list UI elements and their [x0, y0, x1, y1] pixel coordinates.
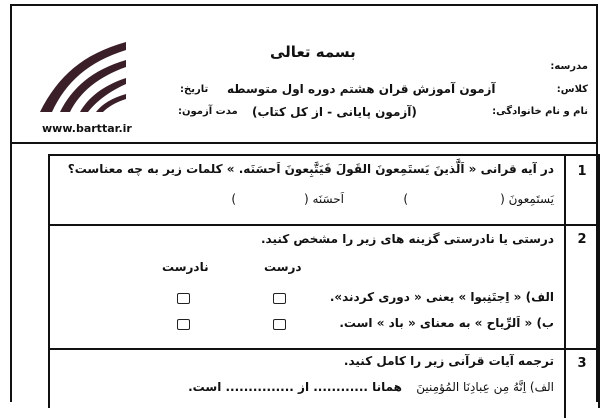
exam-header [12, 6, 596, 144]
duration-label: مدت آزمون: [178, 106, 238, 117]
school-label: مدرسه: [550, 61, 588, 72]
verse-a-translation-blank[interactable]: همانا ............ از ............... است. [188, 380, 402, 394]
question-number: 3 [564, 348, 598, 418]
question-number: 1 [564, 156, 598, 224]
question-2 [50, 224, 598, 350]
column-false: نادرست [162, 260, 209, 274]
bismillah-title: بسمه تعالی [270, 43, 356, 61]
statement-a: الف) « اِجتَنِبوا » یعنی « دوری کردند». [329, 290, 554, 304]
website-url[interactable]: www.barttar.ir [42, 122, 132, 135]
question-3 [50, 348, 598, 418]
barttar-logo [38, 36, 128, 114]
question-text: درستی یا نادرستی گزینه های زیر را مشخص کنید. [260, 232, 554, 246]
questions-area [48, 154, 600, 408]
date-label: تاریخ: [180, 84, 209, 95]
checkbox-b-true[interactable] [273, 319, 286, 330]
word-ahsanah: اَحسَنَه ( [303, 192, 344, 206]
statement-b: ب) « اَلرِّیاح » به معنای « باد » است. [339, 316, 554, 330]
verse-a: الف) اِنَّهُ مِن عِبادِنَا المُؤمِنینَ [416, 380, 554, 394]
class-label: کلاس: [556, 84, 588, 95]
exam-sheet [10, 4, 598, 402]
exam-note: (آزمون پایانی - از کل کتاب) [252, 105, 417, 119]
checkbox-a-true[interactable] [273, 293, 286, 304]
student-name-label: نام و نام خانوادگی: [492, 106, 588, 117]
column-true: درست [264, 260, 302, 274]
checkbox-b-false[interactable] [177, 319, 190, 330]
answer-paren-2: ) [231, 192, 236, 206]
question-text: ترجمه آیات قرآنی زیر را کامل کنید. [343, 354, 554, 368]
checkbox-a-false[interactable] [177, 293, 190, 304]
question-1 [50, 156, 598, 226]
question-number: 2 [564, 224, 598, 348]
answer-paren-1: ) [403, 192, 408, 206]
exam-title: آزمون آموزش قران هشتم دوره اول متوسطه [227, 82, 496, 96]
question-text: در آیه قرانی « اَلَّذینَ یَستَمِعونَ القَولَ فَیَتَّبِعونَ اَحسَنَه. » کلمات زیر به چه معناست؟ [67, 162, 554, 176]
word-yastamioon: یَستَمِعونَ ( [500, 192, 554, 206]
